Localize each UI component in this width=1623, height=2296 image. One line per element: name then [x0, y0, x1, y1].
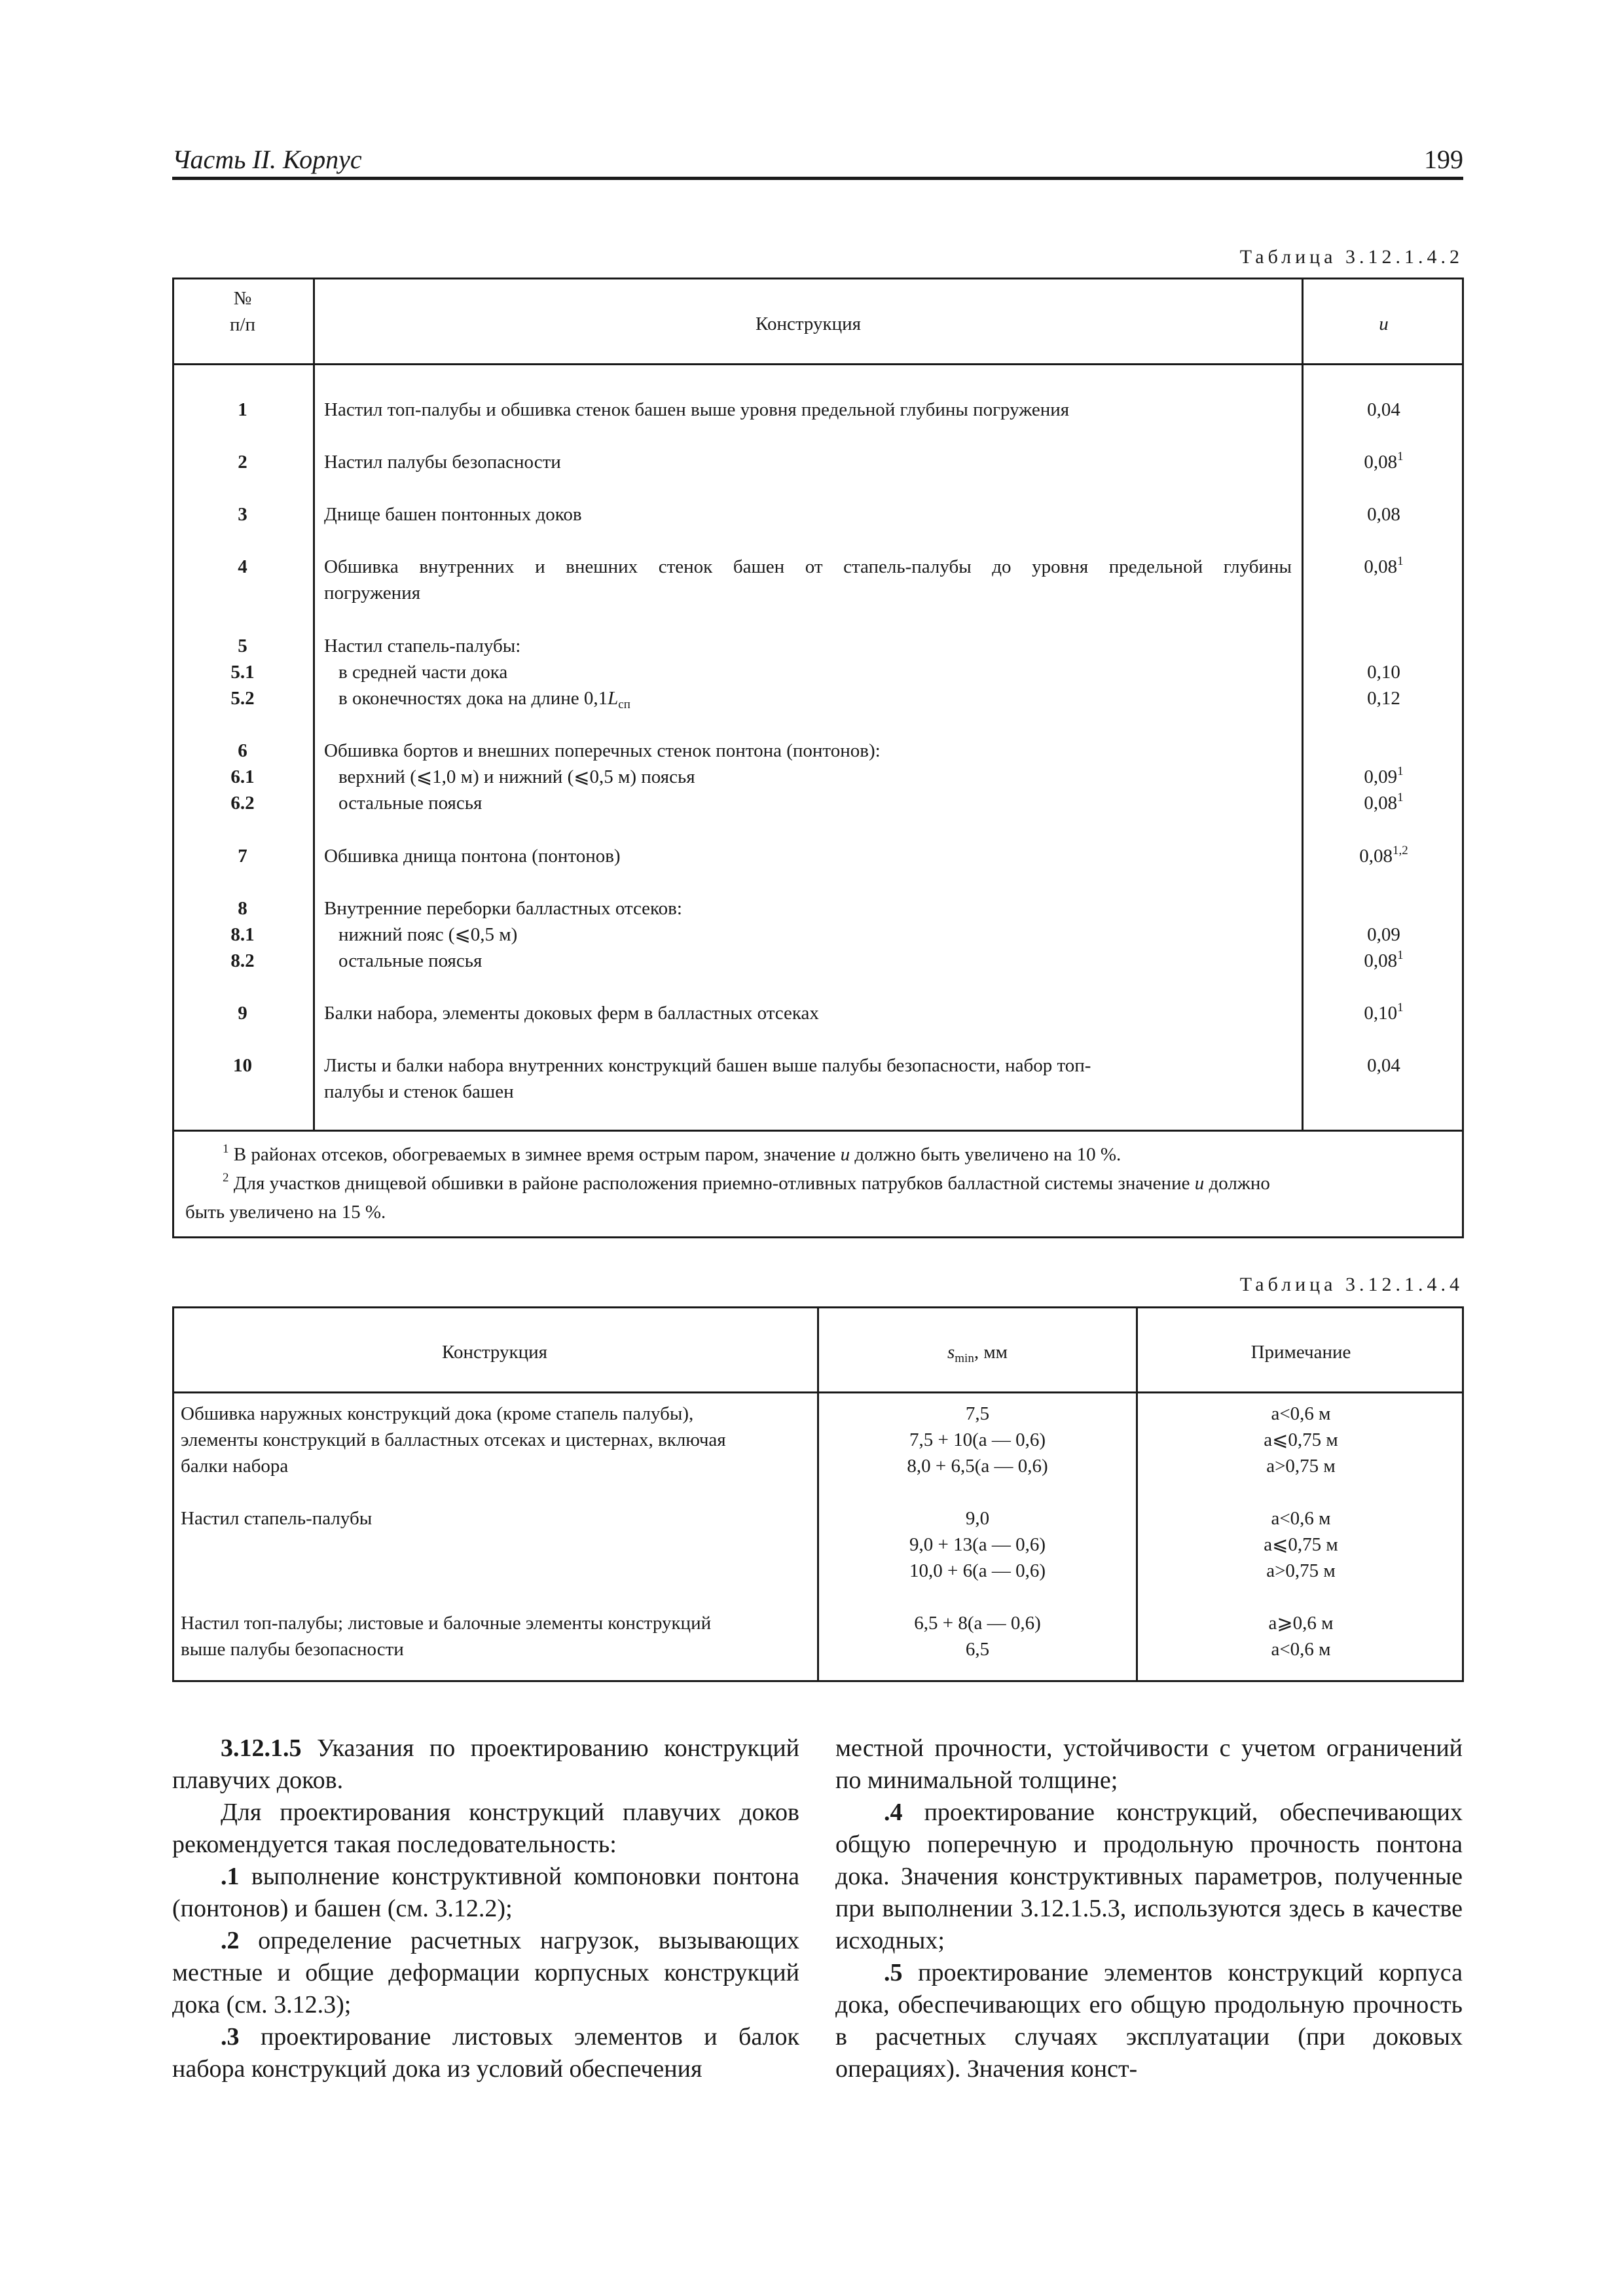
- row-text: Листы и балки набора внутренних конструкций башен выше палубы безопасности, набор топ- палубы и стенок башен: [324, 1055, 1091, 1102]
- header-rule: [172, 177, 1463, 180]
- table1-header-u: u: [1379, 314, 1389, 334]
- table1-header-num: № п/п: [229, 288, 256, 335]
- row-number: 1: [238, 399, 247, 420]
- row-value: 0,12: [1367, 688, 1400, 709]
- row-text: в оконечностях дока на длине $0,1L_{сп}$: [338, 688, 630, 711]
- row-values: 9,0 9,0 + 13(a — 0,6) 10,0 + 6(a — 0,6): [909, 1508, 1046, 1581]
- row-value: 0,10: [1367, 662, 1400, 683]
- table1-footnote-rule: [172, 1130, 1464, 1132]
- paragraph: .5 проектирование элементов конструкций корпуса дока, обеспечивающих его общую продольную прочность в расчетных случаях эксплуатации (при доковых операциях). Значения конст-: [835, 1959, 1463, 2083]
- row-text: нижний пояс (⩽0,5 м): [338, 924, 518, 945]
- row-value: 0,08: [1367, 504, 1400, 525]
- row-text: Настил палубы безопасности: [324, 452, 561, 473]
- table1-header-rule: [172, 363, 1464, 365]
- table2-header-construction: Конструкция: [442, 1342, 547, 1363]
- row-number: 5: [238, 636, 247, 656]
- row-number: 9: [238, 1003, 247, 1024]
- row-text: Балки набора, элементы доковых ферм в балластных отсеках: [324, 1003, 819, 1024]
- paragraph: 3.12.1.5 Указания по проектированию конструкций плавучих доков.: [172, 1734, 799, 1794]
- row-value: 0,08$^1$: [1364, 791, 1404, 814]
- row-notes: a<0,6 м a⩽0,75 м a>0,75 м: [1264, 1403, 1338, 1477]
- paragraph: местной прочности, устойчивости с учетом ограничений по минимальной толщине;: [835, 1734, 1463, 1794]
- footnote-2-continuation: быть увеличено на 15 %.: [185, 1202, 386, 1223]
- paragraph: .3 проектирование листовых элементов и балок набора конструкций дока из условий обеспечения: [172, 2023, 799, 2083]
- row-number: 6.1: [230, 766, 255, 787]
- row-text: Настил топ-палубы; листовые и балочные элементы конструкций выше палубы безопасности: [181, 1613, 712, 1660]
- row-number: 8: [238, 898, 247, 919]
- table1-caption: Таблица 3.12.1.4.2: [1239, 246, 1463, 268]
- row-text: остальные поясья: [338, 793, 483, 814]
- row-number: 3: [238, 504, 247, 525]
- row-notes: a⩾0,6 м a<0,6 м: [1268, 1613, 1334, 1660]
- table1-divider-1: [313, 278, 315, 1130]
- row-value: 0,09$^1$: [1364, 764, 1404, 787]
- paragraph: Для проектирования конструкций плавучих доков рекомендуется такая последовательность:: [172, 1799, 799, 1858]
- row-text: Обшивка наружных конструкций дока (кроме стапель палубы), элементы конструкций в балластных отсеках и цистернах, включая балки набора: [181, 1403, 726, 1477]
- table2-caption: Таблица 3.12.1.4.4: [1239, 1274, 1463, 1295]
- table2-header-rule: [172, 1391, 1464, 1393]
- row-value: 0,10$^1$: [1364, 1001, 1404, 1024]
- footnote-2: $^2$ Для участков днищевой обшивки в районе расположения приемно-отливных патрубков балластной системы значение u должно: [223, 1171, 1270, 1194]
- row-text: Обшивка внутренних и внешних стенок башен от стапель-палубы до уровня предельной глубины погружения: [324, 556, 1292, 603]
- table2-header-smin: $s_{min}$, мм: [947, 1342, 1008, 1365]
- row-value: 0,04: [1367, 1055, 1400, 1076]
- row-text: верхний (⩽1,0 м) и нижний (⩽0,5 м) поясья: [338, 766, 695, 787]
- row-text: Внутренние переборки балластных отсеков:: [324, 898, 682, 919]
- row-text: Настил стапель-палубы:: [324, 636, 521, 656]
- row-value: 0,04: [1367, 399, 1400, 420]
- footnote-1: $^1$ В районах отсеков, обогреваемых в зимнее время острым паром, значение u должно быть увеличено на 10 %.: [223, 1142, 1122, 1165]
- row-text: Настил топ-палубы и обшивка стенок башен выше уровня предельной глубины погружения: [324, 399, 1070, 420]
- row-text: Настил стапель-палубы: [181, 1508, 373, 1529]
- row-values: 6,5 + 8(a — 0,6) 6,5: [914, 1613, 1041, 1660]
- row-value: 0,09: [1367, 924, 1400, 945]
- row-number: 2: [238, 452, 247, 473]
- row-values: 7,5 7,5 + 10(a — 0,6) 8,0 + 6,5(a — 0,6): [907, 1403, 1048, 1477]
- row-value: 0,08$^1$: [1364, 450, 1404, 473]
- row-number: 6: [238, 740, 247, 761]
- body-column-left: [172, 1732, 799, 2085]
- row-number: 10: [233, 1055, 252, 1076]
- row-number: 7: [238, 846, 247, 867]
- row-text: остальные поясья: [338, 950, 483, 971]
- row-number: 8.2: [230, 950, 255, 971]
- paragraph: .4 проектирование конструкций, обеспечивающих общую поперечную и продольную прочность понтона дока. Значения конструктивных параметров, полученные при выполнении 3.12.1.5.3, используются здесь в качестве исходных;: [835, 1799, 1463, 1954]
- table2-header-note: Примечание: [1250, 1342, 1351, 1363]
- row-number: 8.1: [230, 924, 255, 945]
- row-number: 5.2: [230, 688, 255, 709]
- row-number: 6.2: [230, 793, 255, 814]
- row-value: 0,08$^1$: [1364, 554, 1404, 577]
- row-text: Обшивка бортов и внешних поперечных стенок понтона (понтонов):: [324, 740, 881, 761]
- row-text: Днище башен понтонных доков: [324, 504, 582, 525]
- row-number: 5.1: [230, 662, 255, 683]
- row-number: 4: [238, 556, 247, 577]
- running-header-title: Часть II. Корпус: [172, 145, 362, 174]
- row-value: 0,08$^1$: [1364, 948, 1404, 971]
- row-text: Обшивка днища понтона (понтонов): [324, 846, 621, 867]
- paragraph: .2 определение расчетных нагрузок, вызывающих местные и общие деформации корпусных конструкций дока (см. 3.12.3);: [172, 1927, 799, 2018]
- body-column-right: [835, 1732, 1463, 2085]
- row-value: 0,08$^{1,2}$: [1359, 844, 1408, 867]
- page-number: 199: [1424, 145, 1463, 174]
- row-notes: a<0,6 м a⩽0,75 м a>0,75 м: [1264, 1508, 1338, 1581]
- paragraph: .1 выполнение конструктивной компоновки понтона (понтонов) и башен (см. 3.12.2);: [172, 1863, 799, 1922]
- table1-footnotes: [185, 1141, 1462, 1225]
- table1-header-construction: Конструкция: [756, 314, 861, 334]
- row-text: в средней части дока: [338, 662, 508, 683]
